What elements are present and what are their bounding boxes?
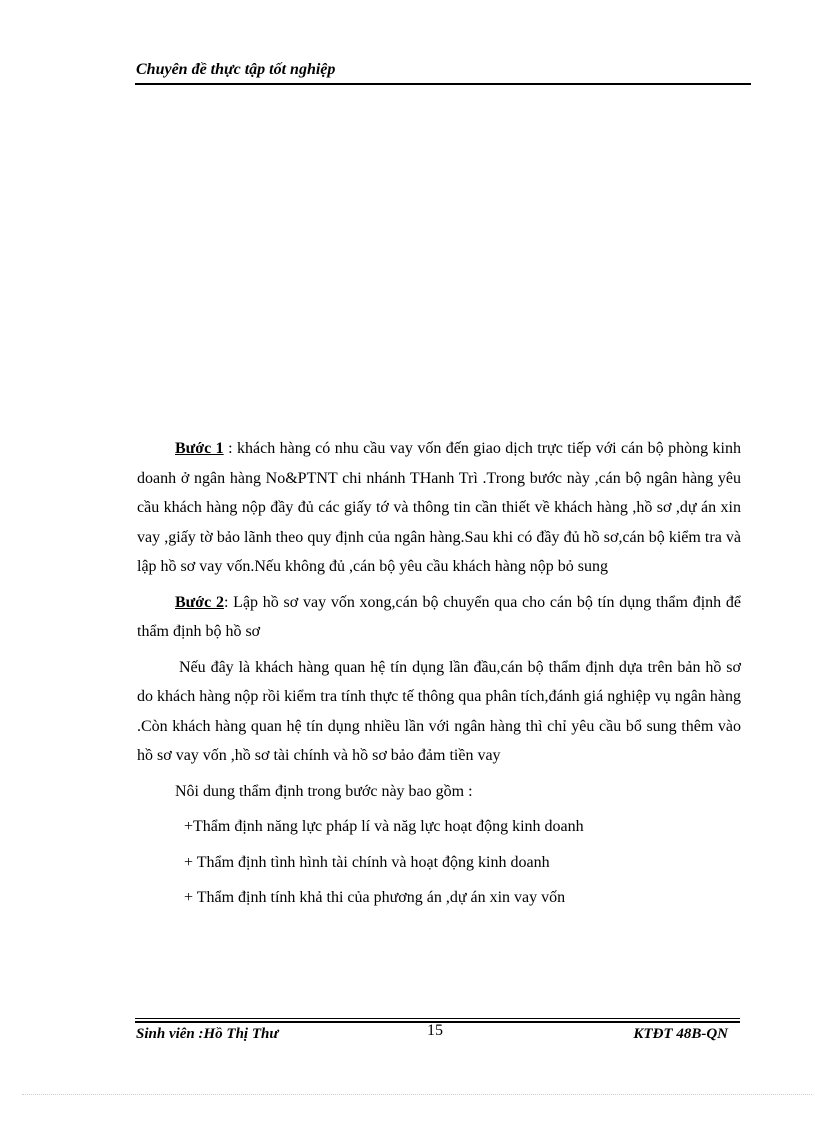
- header-title: Chuyên đề thực tập tốt nghiệp: [136, 61, 336, 78]
- step2-paragraph: [137, 588, 741, 647]
- list-intro: Nôi dung thẩm định trong bước này bao gồm :: [175, 782, 473, 800]
- step1-paragraph: [137, 434, 741, 582]
- footer-student-name: Sinh viên :Hồ Thị Thư: [136, 1026, 279, 1042]
- paragraph-3: Nếu đây là khách hàng quan hệ tín dụng lần đầu,cán bộ thẩm định dựa trên bản hồ sơ do khách hàng nộp rồi kiểm tra tính thực tế thông qua phân tích,đánh giá nghiệp vụ ngân hàng .Còn khách hàng quan hệ tín dụng nhiều lần với ngân hàng thì chỉ yêu cầu bổ sung thêm vào hồ sơ vay vốn ,hồ sơ tài chính và hồ sơ bảo đảm tiền vay: [137, 658, 741, 764]
- step2-label: Bước 2: [175, 593, 224, 611]
- step1-label: Bước 1: [175, 440, 224, 457]
- header-rule: [135, 83, 751, 85]
- body-text: [137, 434, 741, 919]
- footer-rule-thin: [135, 1018, 740, 1019]
- list-item: + Thẩm định tình hình tài chính và hoạt động kinh doanh: [184, 853, 550, 871]
- step2-text: : Lập hồ sơ vay vốn xong,cán bộ chuyển qua cho cán bộ tín dụng thẩm định để thẩm định bộ hồ sơ: [137, 593, 741, 640]
- page-edge-divider: [22, 1094, 812, 1095]
- page-footer: [135, 1022, 728, 1046]
- step1-text: : khách hàng có nhu cầu vay vốn đến giao dịch trực tiếp với cán bộ phòng kinh doanh ở ngân hàng No&PTNT chi nhánh THanh Trì .Trong bước này ,cán bộ ngân hàng yêu cầu khách hàng nộp đầy đủ các giấy tớ và thông tin cần thiết về khách hàng ,hồ sơ ,dự án xin vay ,giấy tờ bảo lãnh theo quy định của ngân hàng.Sau khi có đầy đủ hồ sơ,cán bộ kiểm tra và lập hồ sơ vay vốn.Nếu không đủ ,cán bộ yêu cầu khách hàng nộp bỏ sung: [137, 440, 741, 575]
- page-number: 15: [427, 1022, 443, 1039]
- list-item: + Thẩm định tính khả thi của phương án ,dự án xin vay vốn: [184, 889, 566, 906]
- footer-class-code: KTĐT 48B-QN: [633, 1026, 728, 1042]
- list-item: +Thẩm định năng lực pháp lí và năg lực hoạt động kinh doanh: [184, 818, 584, 835]
- page-header: [135, 60, 751, 85]
